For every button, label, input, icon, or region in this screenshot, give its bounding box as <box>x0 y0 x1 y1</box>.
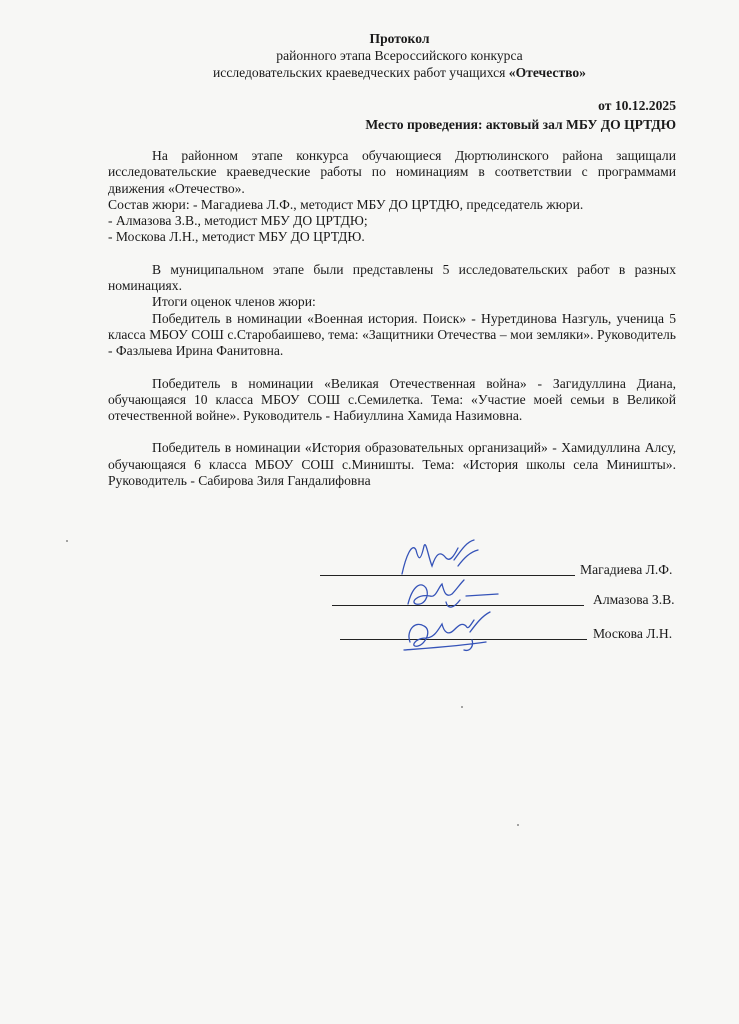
spacer <box>108 424 676 440</box>
scan-speck <box>461 706 463 708</box>
winner-paragraph-1: Победитель в номинации «Военная история. Поиск» - Нуретдинова Назгуль, ученица 5 класса МБОУ СОШ с.Старобаишево, тема: «Защитники Отечества – мои земляки». Руководитель - Фазлыева Ирина Фанитовна. <box>108 310 676 359</box>
spacer <box>108 246 676 262</box>
signature-row-2 <box>0 588 739 610</box>
meta-block <box>365 96 676 134</box>
works-paragraph: В муниципальном этапе были представлены 5 исследовательских работ в разных номинациях. <box>108 261 676 294</box>
jury-line-2: - Алмазова З.В., методист МБУ ДО ЦРТДЮ; <box>108 213 368 229</box>
signature-row-3 <box>0 622 739 644</box>
winner-paragraph-3: Победитель в номинации «История образовательных организаций» - Хамидуллина Алсу, обучающаяся 6 класса МБОУ СОШ с.Миништы. Тема: «История школы села Миништы». Руководитель - Сабирова Зиля Гандалифовна <box>108 440 676 489</box>
jury-line-1: Состав жюри: - Магадиева Л.Ф., методист МБУ ДО ЦРТДЮ, председатель жюри. <box>108 196 584 212</box>
winner-paragraph-2: Победитель в номинации «Великая Отечественная война» - Загидуллина Диана, обучающаяся 10 класса МБОУ СОШ с.Семилетка. Тема: «Участие моей семьи в Великой отечественной войне». Руководитель - Набиуллина Хамида Назимовна. <box>108 375 676 424</box>
document-date: от 10.12.2025 <box>598 98 676 113</box>
spacer <box>108 360 676 376</box>
signature-row-1 <box>0 558 739 580</box>
document-header <box>0 30 739 81</box>
results-heading: Итоги оценок членов жюри: <box>152 294 316 310</box>
contest-name: «Отечество» <box>508 65 586 80</box>
venue: Место проведения: актовый зал МБУ ДО ЦРТДЮ <box>365 117 676 132</box>
scan-speck <box>517 824 519 826</box>
document-title: Протокол <box>369 31 430 46</box>
signatory-name-2: Алмазова З.В. <box>593 592 675 607</box>
scan-speck <box>66 540 68 542</box>
subtitle-text: исследовательских краеведческих работ учащихся <box>213 65 509 80</box>
signatory-name-3: Москова Л.Н. <box>593 626 673 641</box>
signatory-name-1: Магадиева Л.Ф. <box>580 562 673 577</box>
document-body <box>108 148 676 489</box>
handwritten-signature-3 <box>400 604 496 656</box>
document-subtitle: районного этапа Всероссийского конкурса <box>276 48 523 63</box>
jury-line-3: - Москова Л.Н., методист МБУ ДО ЦРТДЮ. <box>108 229 365 245</box>
intro-paragraph: На районном этапе конкурса обучающиеся Дюртюлинского района защищали исследовательские краеведческие работы по номинациям в соответствии с программами движения «Отечество». <box>108 148 676 196</box>
document-subtitle-2 <box>0 64 739 81</box>
